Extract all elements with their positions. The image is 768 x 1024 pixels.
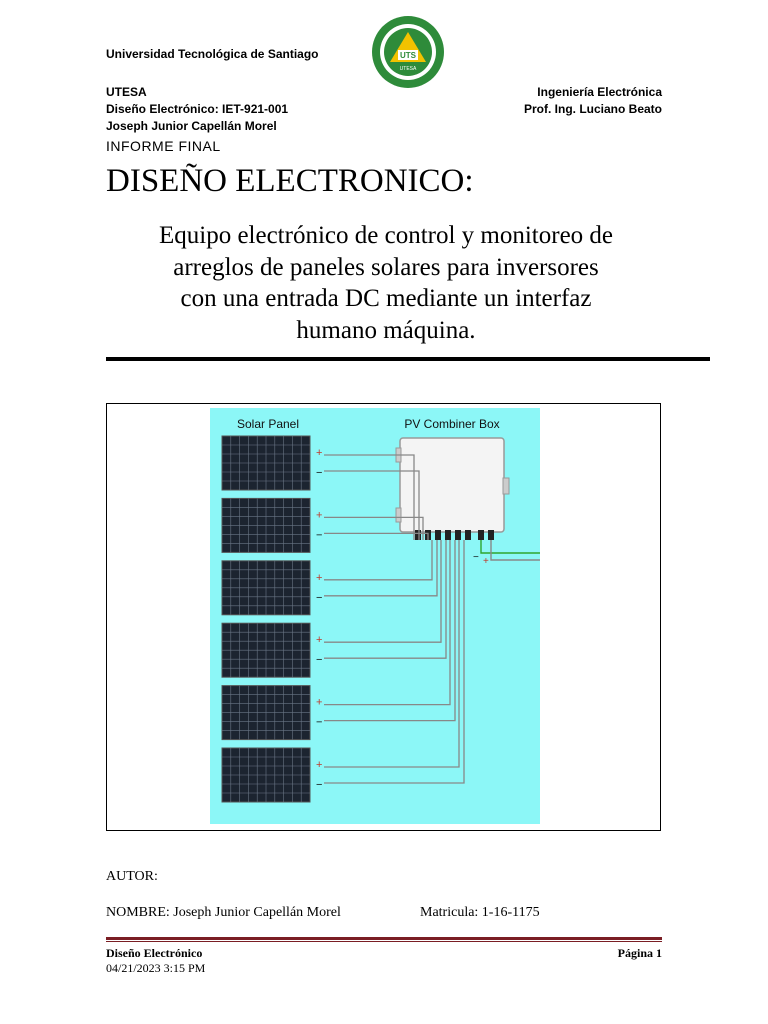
solar-array-diagram: [210, 408, 540, 824]
author-label: AUTOR:: [106, 869, 158, 884]
subtitle-line: humano máquina.: [296, 316, 476, 344]
document-subtitle: [106, 220, 666, 346]
report-type: INFORME FINAL: [106, 138, 221, 154]
subtitle-line: arreglos de paneles solares para inversores: [173, 253, 599, 281]
document-title: DISEÑO ELECTRONICO:: [106, 163, 474, 199]
footer-page-number: Página 1: [617, 946, 662, 960]
svg-text:UTS: UTS: [400, 51, 416, 60]
solar-panel: [222, 686, 310, 740]
author-matricula: Matricula: 1-16-1175: [420, 905, 540, 920]
footer-rule: [106, 937, 662, 940]
combiner-box-label: PV Combiner Box: [404, 417, 500, 431]
header-institution: UTESA: [106, 85, 147, 99]
positive-terminal: +: [316, 696, 323, 709]
header-program: Ingeniería Electrónica: [537, 85, 662, 99]
positive-terminal: +: [316, 571, 323, 584]
solar-panel: [222, 748, 310, 802]
positive-terminal: +: [316, 509, 323, 522]
header-course: Diseño Electrónico: IET-921-001: [106, 102, 289, 116]
solar-panel: [222, 623, 310, 677]
header-professor: Prof. Ing. Luciano Beato: [523, 102, 662, 116]
svg-text:+: +: [483, 556, 489, 567]
combiner-box: [396, 438, 509, 540]
negative-terminal: −: [316, 467, 323, 479]
negative-terminal: −: [316, 591, 323, 604]
positive-terminal: +: [316, 447, 323, 459]
solar-panel: [222, 561, 310, 615]
positive-terminal: +: [316, 759, 323, 771]
negative-terminal: −: [316, 654, 323, 667]
solar-panel: [222, 436, 310, 490]
footer-course: Diseño Electrónico: [106, 946, 203, 960]
title-divider: [106, 357, 710, 361]
footer-rule-thin: [106, 941, 662, 942]
svg-text:UTESA: UTESA: [399, 66, 417, 72]
negative-terminal: −: [316, 779, 323, 791]
header-student: Joseph Junior Capellán Morel: [106, 119, 277, 133]
solar-panel-label: Solar Panel: [236, 417, 300, 431]
negative-terminal: −: [316, 716, 323, 729]
university-logo: [370, 14, 446, 90]
header-right-block: [460, 84, 662, 118]
positive-terminal: +: [316, 634, 323, 647]
header-left-block: [106, 84, 288, 135]
subtitle-line: con una entrada DC mediante un interfaz: [180, 285, 592, 312]
negative-terminal: −: [316, 529, 323, 542]
subtitle-line: Equipo electrónico de control y monitoreo de: [158, 222, 614, 249]
footer-left: [106, 946, 205, 976]
svg-text:−: −: [473, 552, 479, 563]
author-name: NOMBRE: Joseph Junior Capellán Morel: [106, 905, 341, 920]
solar-panel: [222, 498, 310, 552]
university-name: Universidad Tecnológica de Santiago: [106, 47, 319, 61]
footer-datetime: 04/21/2023 3:15 PM: [106, 961, 206, 975]
